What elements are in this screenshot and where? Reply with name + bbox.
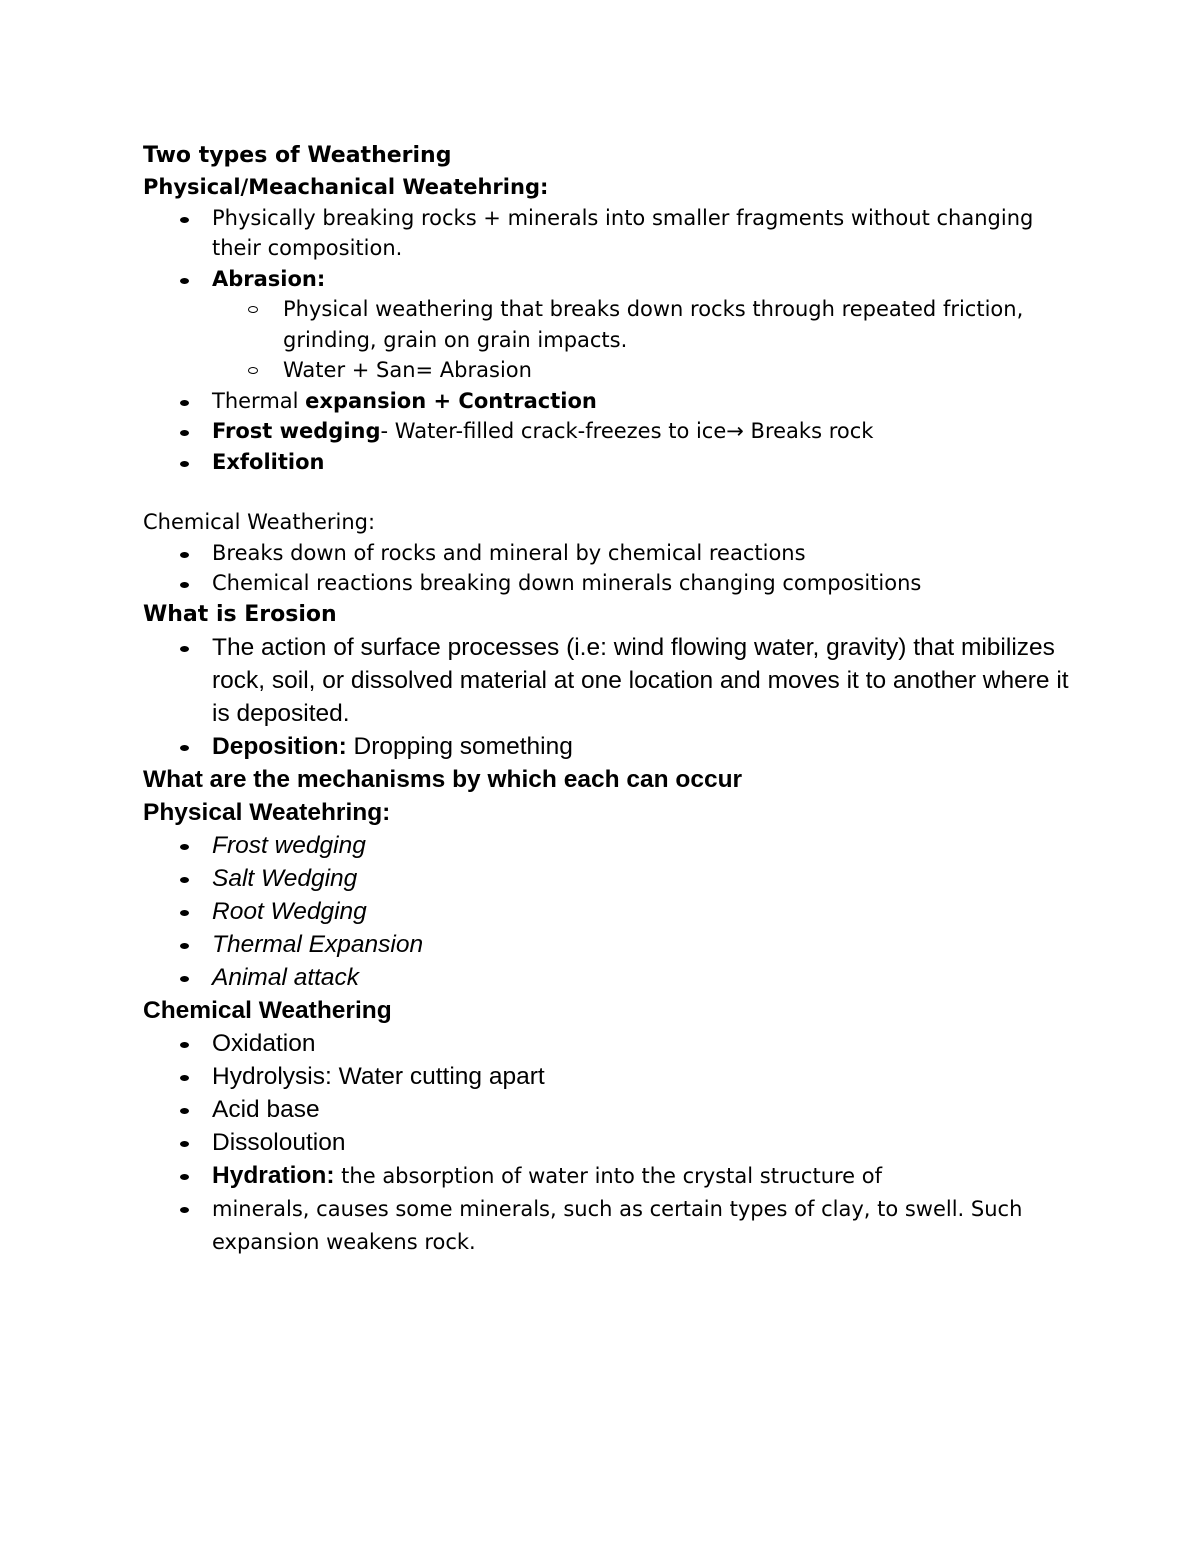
erosion-list — [143, 631, 1083, 763]
list-item — [143, 961, 1083, 994]
list-item-thermal — [143, 386, 1083, 417]
chemical-list — [143, 538, 1083, 599]
document-page — [143, 140, 1083, 1259]
list-item: Hydrolysis: Water cutting apart — [143, 1060, 1083, 1093]
item-text: Root Wedging — [212, 897, 367, 925]
mechanisms-chemical-list — [143, 1027, 1083, 1259]
thermal-bold: expansion + Contraction — [305, 388, 597, 413]
list-item — [143, 862, 1083, 895]
list-item-deposition — [143, 730, 1083, 763]
hydration-label: Hydration: — [212, 1161, 335, 1189]
hydration-rest: the absorption of water into the crystal structure of — [334, 1163, 883, 1188]
list-item-abrasion — [143, 264, 1083, 295]
item-text: Frost wedging — [212, 831, 366, 859]
list-item: Physically breaking rocks + minerals into smaller fragments without changing their composition. — [143, 203, 1083, 264]
list-item: Breaks down of rocks and mineral by chemical reactions — [143, 538, 1083, 569]
list-item — [143, 829, 1083, 862]
exfolition-label: Exfolition — [212, 449, 325, 474]
heading-physical-mechanical: Physical/Meachanical Weatehring: — [143, 175, 549, 199]
title-two-types: Two types of Weathering — [143, 143, 452, 168]
list-item: Oxidation — [143, 1027, 1083, 1060]
deposition-label: Deposition: — [212, 732, 347, 760]
frost-rest: - Water-filled crack-freezes to ice→ Breaks rock — [380, 419, 874, 443]
item-text: Animal attack — [212, 963, 360, 991]
chemical-heading-text: Chemical Weathering: — [143, 510, 376, 534]
abrasion-label: Abrasion: — [212, 266, 326, 291]
list-item — [143, 928, 1083, 961]
heading-chemical-weathering-2: Chemical Weathering — [143, 996, 392, 1024]
frost-bold: Frost wedging — [212, 419, 381, 443]
list-item — [143, 895, 1083, 928]
item-text: Salt Wedging — [212, 864, 358, 892]
sub-list-item: Physical weathering that breaks down rocks through repeated friction, grinding, grain on grain impacts. — [143, 294, 1083, 355]
list-item: minerals, causes some minerals, such as certain types of clay, to swell. Such expansion weakens rock. — [143, 1193, 1083, 1259]
title-erosion: What is Erosion — [143, 601, 337, 627]
list-item-hydration — [143, 1159, 1083, 1193]
heading-physical-weathering: Physical Weatehring: — [143, 798, 391, 826]
heading-chemical-weathering — [143, 507, 1083, 538]
list-item-frost — [143, 416, 1083, 447]
spacer — [143, 477, 1083, 507]
title-mechanisms: What are the mechanisms by which each can occur — [143, 765, 743, 793]
item-text: Thermal Expansion — [212, 930, 424, 958]
list-item: Chemical reactions breaking down minerals changing compositions — [143, 568, 1083, 599]
list-item-exfolition — [143, 447, 1083, 478]
sub-list-item: Water + San= Abrasion — [143, 355, 1083, 386]
list-item: Dissoloution — [143, 1126, 1083, 1159]
mechanisms-physical-list — [143, 829, 1083, 994]
deposition-rest: Dropping something — [346, 732, 573, 760]
list-item: The action of surface processes (i.e: wind flowing water, gravity) that mibilizes rock, soil, or dissolved material at one location and moves it to another where it is deposited. — [143, 631, 1083, 730]
thermal-prefix: Thermal — [212, 388, 306, 413]
physical-list — [143, 203, 1083, 478]
list-item: Acid base — [143, 1093, 1083, 1126]
